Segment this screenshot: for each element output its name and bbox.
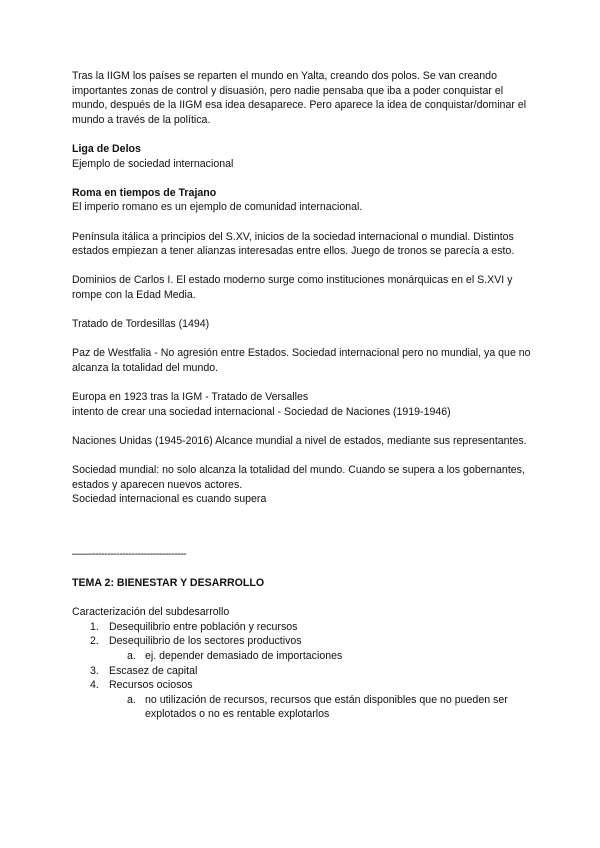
subdesarrollo-list-continued [72, 664, 532, 693]
list-number: 2. [90, 635, 99, 648]
europa-line-2: intento de crear una sociedad internacional - Sociedad de Naciones (1919-1946) [72, 405, 451, 418]
subdesarrollo-list [72, 620, 532, 649]
document-page [72, 69, 532, 722]
list-item-text: Desequilibrio entre población y recursos [109, 620, 298, 633]
sub-list-item [72, 693, 532, 722]
heading-roma-trajano: Roma en tiempos de Trajano [72, 186, 217, 199]
sub-list [72, 693, 532, 722]
list-item-text: Escasez de capital [109, 664, 198, 677]
sociedad-mundial-line-1: Sociedad mundial: no solo alcanza la totalidad del mundo. Cuando se supera a los gobernantes, estados y aparecen nuevos actores. [72, 464, 525, 491]
sub-list-item-text: no utilización de recursos, recursos que están disponibles que no pueden ser explotados o no es rentable explotarlos [145, 693, 508, 721]
sub-list-item-text: ej. depender demasiado de importaciones [145, 649, 343, 662]
westfalia-paragraph: Paz de Westfalia - No agresión entre Estados. Sociedad internacional pero no mundial, ya que no alcanza la totalidad del mundo. [72, 347, 531, 374]
sub-list [72, 649, 532, 664]
separator-line: ——------------------------------- [72, 547, 187, 560]
tema-2-title: TEMA 2: BIENESTAR Y DESARROLLO [72, 577, 265, 589]
list-number: 3. [90, 664, 99, 677]
list-item-3 [72, 664, 532, 679]
delos-text: Ejemplo de sociedad internacional [72, 157, 234, 170]
peninsula-paragraph: Península itálica a principios del S.XV, inicios de la sociedad internacional o mundial. Distintos estados empiezan a tener alianzas interesadas entre ellos. Juego de tronos se parecía a esto. [72, 230, 515, 258]
list-item-1 [72, 620, 532, 635]
sub-list-letter: a. [127, 649, 136, 662]
sociedad-mundial-line-2: Sociedad internacional es cuando supera [72, 493, 267, 506]
roma-text: El imperio romano es un ejemplo de comunidad internacional. [72, 201, 363, 214]
list-item-text: Recursos ociosos [109, 679, 193, 692]
list-number: 4. [90, 679, 99, 692]
list-item-text: Desequilibrio de los sectores productivos [109, 635, 302, 648]
list-item-4 [72, 678, 532, 693]
list-item-2 [72, 634, 532, 649]
heading-liga-de-delos: Liga de Delos [72, 142, 141, 155]
carlos-paragraph: Dominios de Carlos I. El estado moderno surge como instituciones monárquicas en el S.XVI y rompe con la Edad Media. [72, 274, 513, 301]
sub-list-letter: a. [127, 693, 136, 706]
list-number: 1. [90, 620, 99, 633]
europa-line-1: Europa en 1923 tras la IGM - Tratado de Versalles [72, 391, 309, 404]
intro-paragraph: Tras la IIGM los países se reparten el mundo en Yalta, creando dos polos. Se van creando importantes zonas de control y disuasión, pero nadie pensaba que iba a poder conquistar el mundo, después de la IIGM esa idea desaparece. Pero aparece la idea de conquistar/dominar el mundo a través de la política. [72, 70, 527, 126]
sub-list-item [72, 649, 532, 664]
tema-2-intro: Caracterización del subdesarrollo [72, 606, 230, 619]
tordesillas-paragraph: Tratado de Tordesillas (1494) [72, 318, 210, 331]
onu-paragraph: Naciones Unidas (1945-2016) Alcance mundial a nivel de estados, mediante sus representantes. [72, 434, 527, 447]
